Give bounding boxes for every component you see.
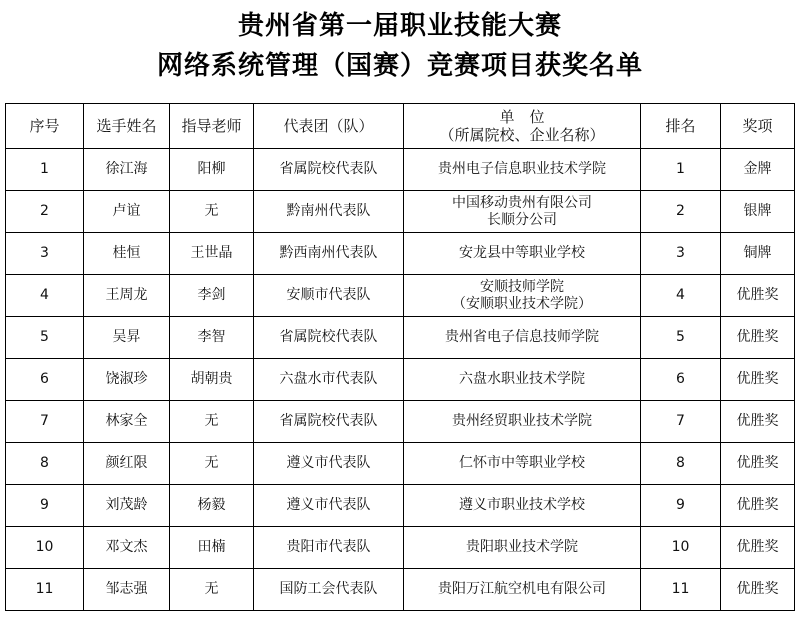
cell-unit (404, 401, 641, 443)
header-unit (404, 104, 641, 149)
cell-rank: 2 (641, 191, 721, 233)
cell-delegation: 省属院校代表队 (254, 401, 404, 443)
cell-mentor: 杨毅 (170, 485, 254, 527)
cell-unit-line1: 安龙县中等职业学校 (459, 245, 585, 261)
cell-seq: 9 (6, 485, 84, 527)
cell-unit (404, 275, 641, 317)
table-row (6, 275, 795, 317)
cell-name: 刘茂龄 (84, 485, 170, 527)
cell-unit (404, 149, 641, 191)
table-header (6, 104, 795, 149)
cell-unit-line1: 贵州电子信息职业技术学院 (438, 161, 606, 177)
cell-award: 优胜奖 (721, 443, 795, 485)
header-name: 选手姓名 (84, 104, 170, 149)
cell-seq: 3 (6, 233, 84, 275)
table-row (6, 233, 795, 275)
cell-mentor: 无 (170, 443, 254, 485)
cell-award: 优胜奖 (721, 401, 795, 443)
cell-rank: 1 (641, 149, 721, 191)
cell-rank: 6 (641, 359, 721, 401)
header-seq: 序号 (6, 104, 84, 149)
cell-award: 优胜奖 (721, 359, 795, 401)
cell-rank: 10 (641, 527, 721, 569)
cell-mentor: 李剑 (170, 275, 254, 317)
cell-rank: 11 (641, 569, 721, 611)
cell-award: 银牌 (721, 191, 795, 233)
table-row (6, 569, 795, 611)
cell-name: 吴昇 (84, 317, 170, 359)
cell-mentor: 无 (170, 401, 254, 443)
cell-seq: 11 (6, 569, 84, 611)
table-body (6, 149, 795, 611)
cell-mentor: 无 (170, 569, 254, 611)
cell-delegation: 省属院校代表队 (254, 149, 404, 191)
cell-unit (404, 317, 641, 359)
cell-seq: 1 (6, 149, 84, 191)
cell-mentor: 田楠 (170, 527, 254, 569)
cell-mentor: 李智 (170, 317, 254, 359)
cell-unit (404, 527, 641, 569)
cell-mentor: 胡朝贵 (170, 359, 254, 401)
cell-mentor: 无 (170, 191, 254, 233)
cell-name: 桂恒 (84, 233, 170, 275)
table-row (6, 443, 795, 485)
cell-name: 徐江海 (84, 149, 170, 191)
cell-unit-line1: 遵义市职业技术学校 (459, 497, 585, 513)
cell-unit-line1: 六盘水职业技术学院 (459, 371, 585, 387)
cell-rank: 9 (641, 485, 721, 527)
cell-seq: 8 (6, 443, 84, 485)
header-mentor: 指导老师 (170, 104, 254, 149)
cell-delegation: 遵义市代表队 (254, 443, 404, 485)
table-row (6, 359, 795, 401)
cell-award: 优胜奖 (721, 317, 795, 359)
table-row (6, 485, 795, 527)
table-row (6, 527, 795, 569)
cell-award: 铜牌 (721, 233, 795, 275)
cell-seq: 4 (6, 275, 84, 317)
table-row (6, 191, 795, 233)
cell-award: 优胜奖 (721, 485, 795, 527)
header-rank: 排名 (641, 104, 721, 149)
cell-unit-line1: 贵阳万江航空机电有限公司 (438, 581, 606, 597)
cell-name: 颜红限 (84, 443, 170, 485)
cell-name: 饶淑珍 (84, 359, 170, 401)
cell-unit (404, 569, 641, 611)
cell-name: 林家全 (84, 401, 170, 443)
table-row (6, 317, 795, 359)
cell-award: 金牌 (721, 149, 795, 191)
cell-delegation: 遵义市代表队 (254, 485, 404, 527)
cell-name: 邓文杰 (84, 527, 170, 569)
cell-delegation: 六盘水市代表队 (254, 359, 404, 401)
cell-unit-line1: 仁怀市中等职业学校 (459, 455, 585, 471)
cell-unit-line1: 贵阳职业技术学院 (466, 539, 578, 555)
header-delegation: 代表团（队） (254, 104, 404, 149)
cell-unit (404, 233, 641, 275)
header-row (6, 104, 795, 149)
cell-mentor: 阳柳 (170, 149, 254, 191)
cell-name: 王周龙 (84, 275, 170, 317)
cell-unit-line2: （安顺职业技术学院） (452, 295, 592, 312)
cell-seq: 10 (6, 527, 84, 569)
cell-award: 优胜奖 (721, 527, 795, 569)
cell-rank: 8 (641, 443, 721, 485)
cell-mentor: 王世晶 (170, 233, 254, 275)
cell-seq: 6 (6, 359, 84, 401)
cell-unit (404, 485, 641, 527)
cell-delegation: 贵阳市代表队 (254, 527, 404, 569)
cell-delegation: 国防工会代表队 (254, 569, 404, 611)
cell-delegation: 黔西南州代表队 (254, 233, 404, 275)
cell-delegation: 安顺市代表队 (254, 275, 404, 317)
table-row (6, 149, 795, 191)
cell-unit-line1: 贵州省电子信息技师学院 (445, 329, 599, 345)
cell-unit-line1: 中国移动贵州有限公司 (452, 194, 592, 211)
header-unit-line1: 单 位 (499, 108, 545, 126)
header-unit-line2: （所属院校、企业名称） (439, 126, 605, 144)
cell-seq: 2 (6, 191, 84, 233)
document-title: 贵州省第一届职业技能大赛 (237, 11, 562, 41)
cell-seq: 5 (6, 317, 84, 359)
cell-rank: 5 (641, 317, 721, 359)
cell-unit (404, 191, 641, 233)
cell-seq: 7 (6, 401, 84, 443)
cell-delegation: 黔南州代表队 (254, 191, 404, 233)
cell-award: 优胜奖 (721, 569, 795, 611)
cell-rank: 4 (641, 275, 721, 317)
table-row (6, 401, 795, 443)
cell-unit (404, 443, 641, 485)
header-award: 奖项 (721, 104, 795, 149)
cell-name: 邹志强 (84, 569, 170, 611)
cell-unit-line2: 长顺分公司 (487, 211, 557, 228)
cell-award: 优胜奖 (721, 275, 795, 317)
cell-rank: 3 (641, 233, 721, 275)
cell-delegation: 省属院校代表队 (254, 317, 404, 359)
cell-rank: 7 (641, 401, 721, 443)
award-table (5, 103, 795, 611)
cell-unit-line1: 安顺技师学院 (480, 278, 564, 295)
cell-name: 卢谊 (84, 191, 170, 233)
cell-unit (404, 359, 641, 401)
cell-unit-line1: 贵州经贸职业技术学院 (452, 413, 592, 429)
document-subtitle: 网络系统管理（国赛）竞赛项目获奖名单 (156, 51, 643, 81)
